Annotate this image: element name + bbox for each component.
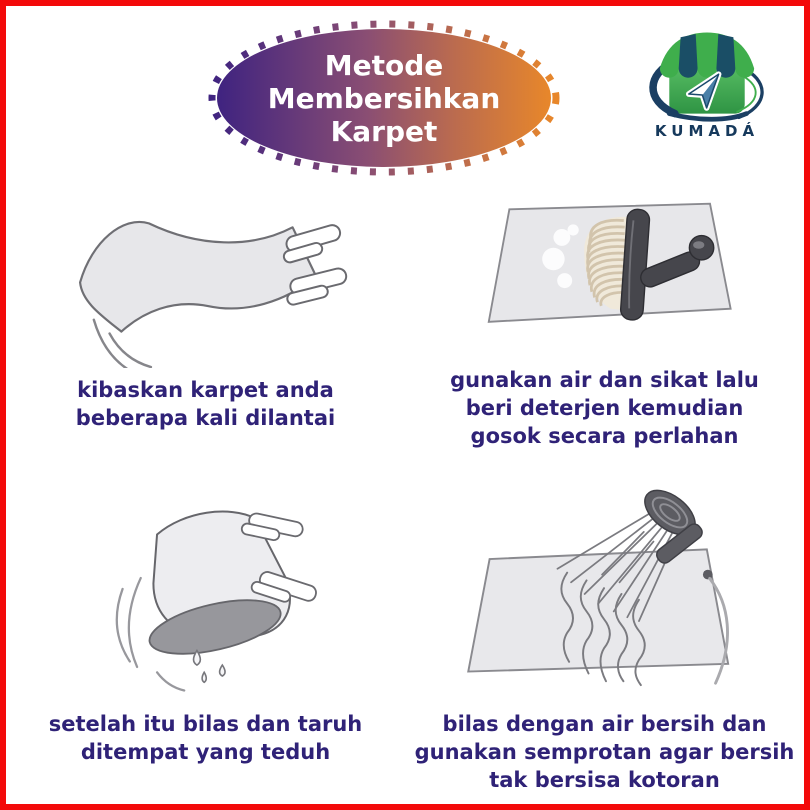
step-scrub-with-brush (405, 186, 804, 462)
title-badge (206, 18, 562, 178)
step-caption (450, 366, 759, 450)
page-title (206, 18, 562, 178)
caption-line: bilas dengan air bersih dan (442, 712, 767, 736)
step-rinse-and-shade-dry (6, 462, 405, 794)
spray-rinse-illustration (445, 484, 765, 702)
caption-line: gunakan air dan sikat lalu (450, 368, 759, 392)
header (6, 6, 804, 186)
caption-line: gunakan semprotan agar bersih (414, 740, 795, 764)
step-caption (76, 376, 335, 432)
kumada-logo (624, 26, 790, 140)
brand-text: KUMADÁ (654, 122, 760, 140)
scrub-brush-illustration (455, 190, 755, 358)
page-title-line: Membersihkan (267, 81, 501, 115)
page-title-line: Metode (324, 48, 444, 82)
rinse-carpet-illustration (70, 494, 342, 702)
step-spray-rinse (405, 462, 804, 794)
step-caption (415, 710, 795, 794)
caption-line: kibaskan karpet anda (77, 378, 334, 402)
water-droplets (193, 651, 225, 683)
steps-grid (6, 186, 804, 794)
kumada-logo-icon (641, 26, 773, 122)
step-shake-carpet (6, 186, 405, 462)
caption-line: setelah itu bilas dan taruh (48, 712, 363, 736)
caption-line: beri deterjen kemudian (465, 396, 744, 420)
step-caption (49, 710, 363, 766)
caption-line: gosok secara perlahan (470, 424, 739, 448)
caption-line: ditempat yang teduh (80, 740, 331, 764)
page-title-line: Karpet (330, 114, 438, 148)
caption-line: beberapa kali dilantai (75, 406, 336, 430)
caption-line: tak bersisa kotoran (489, 768, 720, 792)
shake-carpet-illustration (56, 186, 356, 368)
storefront-awning-icon (660, 33, 754, 78)
